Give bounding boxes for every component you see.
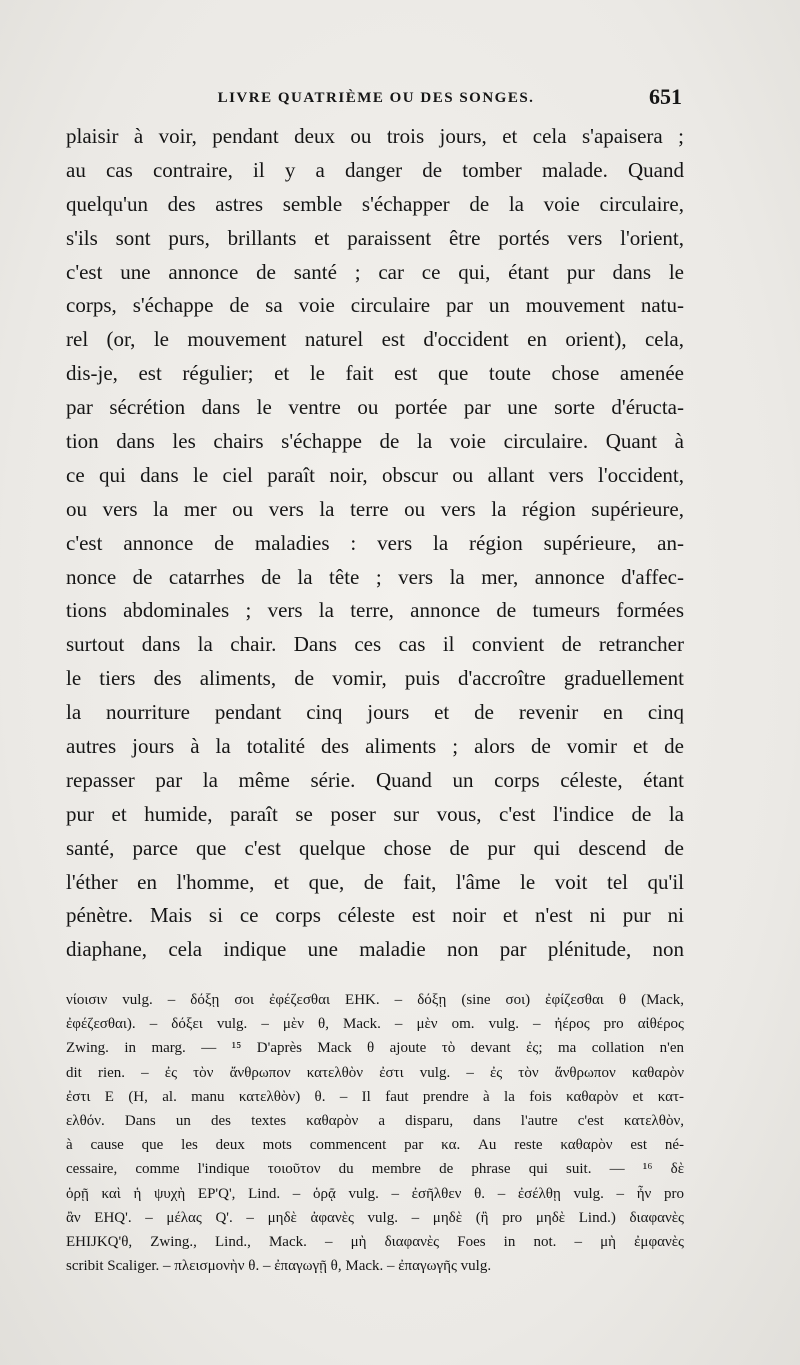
footnote-line: dit rien. – ἐς τὸν ἄνθρωπον κατελθὸν ἐστι vulg. – ἐς τὸν ἄνθρωπον καθαρὸν xyxy=(66,1064,684,1081)
running-title: LIVRE QUATRIÈME OU DES SONGES. xyxy=(217,90,535,106)
footnote-line: EHIJKQ'θ, Zwing., Lind., Mack. – μὴ διαφανὲς Foes in not. – μὴ ἐμφανὲς xyxy=(66,1233,684,1250)
body-line: par sécrétion dans le ventre ou portée par une sorte d'éructa- xyxy=(66,395,684,420)
body-line: tions abdominales ; vers la terre, annonce de tumeurs formées xyxy=(66,598,684,623)
body-line: santé, parce que c'est quelque chose de pur qui descend de xyxy=(66,835,684,860)
footnote-line: cessaire, comme l'indique τοιοῦτον du membre de phrase qui suit. — ¹⁶ δὲ xyxy=(66,1161,684,1178)
body-line: c'est annonce de maladies : vers la région supérieure, an- xyxy=(66,530,684,555)
body-line: surtout dans la chair. Dans ces cas il convient de retrancher xyxy=(66,632,684,657)
body-line: nonce de catarrhes de la tête ; vers la mer, annonce d'affec- xyxy=(66,564,684,589)
running-head xyxy=(70,84,682,114)
body-line: plaisir à voir, pendant deux ou trois jours, et cela s'apaisera ; xyxy=(66,124,684,148)
body-line: corps, s'échappe de sa voie circulaire par un mouvement natu- xyxy=(66,293,684,318)
body-line: rel (or, le mouvement naturel est d'occident en orient), cela, xyxy=(66,327,684,352)
body-text xyxy=(66,120,684,967)
body-line: au cas contraire, il y a danger de tomber malade. Quand xyxy=(66,157,684,182)
body-line: tion dans les chairs s'échappe de la voie circulaire. Quant à xyxy=(66,429,684,454)
body-line: quelqu'un des astres semble s'échapper de la voie circulaire, xyxy=(66,191,684,216)
footnote-line: ὁρῇ καὶ ἡ ψυχὴ EP'Q', Lind. – ὁρᾷ vulg. – ἐσῆλθεν θ. – ἐσέλθῃ vulg. – ἦν pro xyxy=(66,1185,684,1202)
body-line: c'est une annonce de santé ; car ce qui, étant pur dans le xyxy=(66,259,684,284)
body-line: le tiers des aliments, de vomir, puis d'accroître graduellement xyxy=(66,666,684,691)
footnote-line: ελθόν. Dans un des textes καθαρὸν a disparu, dans l'autre c'est κατελθὸν, xyxy=(66,1112,684,1129)
body-line: la nourriture pendant cinq jours et de revenir en cinq xyxy=(66,700,684,725)
footnote-line: Zwing. in marg. — ¹⁵ D'après Mack θ ajoute τὸ devant ἐς; ma collation n'en xyxy=(66,1040,684,1057)
footnote-line: scribit Scaliger. – πλεισμονὴν θ. – ἐπαγωγῇ θ, Mack. – ἐπαγωγῆς vulg. xyxy=(66,1258,492,1275)
body-line: pénètre. Mais si ce corps céleste est noir et n'est ni pur ni xyxy=(66,903,684,928)
footnote-line: ἐστι E (H, al. manu κατελθὸν) θ. – Il faut prendre à la fois καθαρὸν et κατ- xyxy=(66,1088,684,1105)
body-line: s'ils sont purs, brillants et paraissent être portés vers l'orient, xyxy=(66,225,684,250)
footnote-line: à cause que les deux mots commencent par κα. Au reste καθαρὸν est né- xyxy=(66,1137,684,1154)
footnote-line: νίοισιν vulg. – δόξῃ σοι ἐφέζεσθαι EHK. – δόξῃ (sine σοι) ἐφίζεσθαι θ (Mack, xyxy=(66,992,684,1008)
body-line: diaphane, cela indique une maladie non par plénitude, non xyxy=(66,937,684,962)
body-line: ce qui dans le ciel paraît noir, obscur ou allant vers l'occident, xyxy=(66,462,684,487)
body-line: repasser par la même série. Quand un corps céleste, étant xyxy=(66,767,684,792)
page-number: 651 xyxy=(649,84,682,109)
body-line: autres jours à la totalité des aliments ; alors de vomir et de xyxy=(66,734,684,759)
footnote-line: ἂν EHQ'. – μέλας Q'. – μηδὲ ἀφανὲς vulg. – μηδὲ (ἢ pro μηδὲ Lind.) διαφανὲς xyxy=(66,1209,684,1226)
body-line: dis-je, est régulier; et le fait est que toute chose amenée xyxy=(66,361,684,386)
body-line: l'éther en l'homme, et que, de fait, l'âme le voit tel qu'il xyxy=(66,869,684,894)
body-line: ou vers la mer ou vers la terre ou vers la région supérieure, xyxy=(66,496,684,521)
footnotes xyxy=(66,988,684,1278)
footnote-line: ἐφέζεσθαι). – δόξει vulg. – μὲν θ, Mack. – μὲν om. vulg. – ἠέρος pro αἰθέρος xyxy=(66,1016,684,1033)
body-line: pur et humide, paraît se poser sur vous, c'est l'indice de la xyxy=(66,801,684,826)
